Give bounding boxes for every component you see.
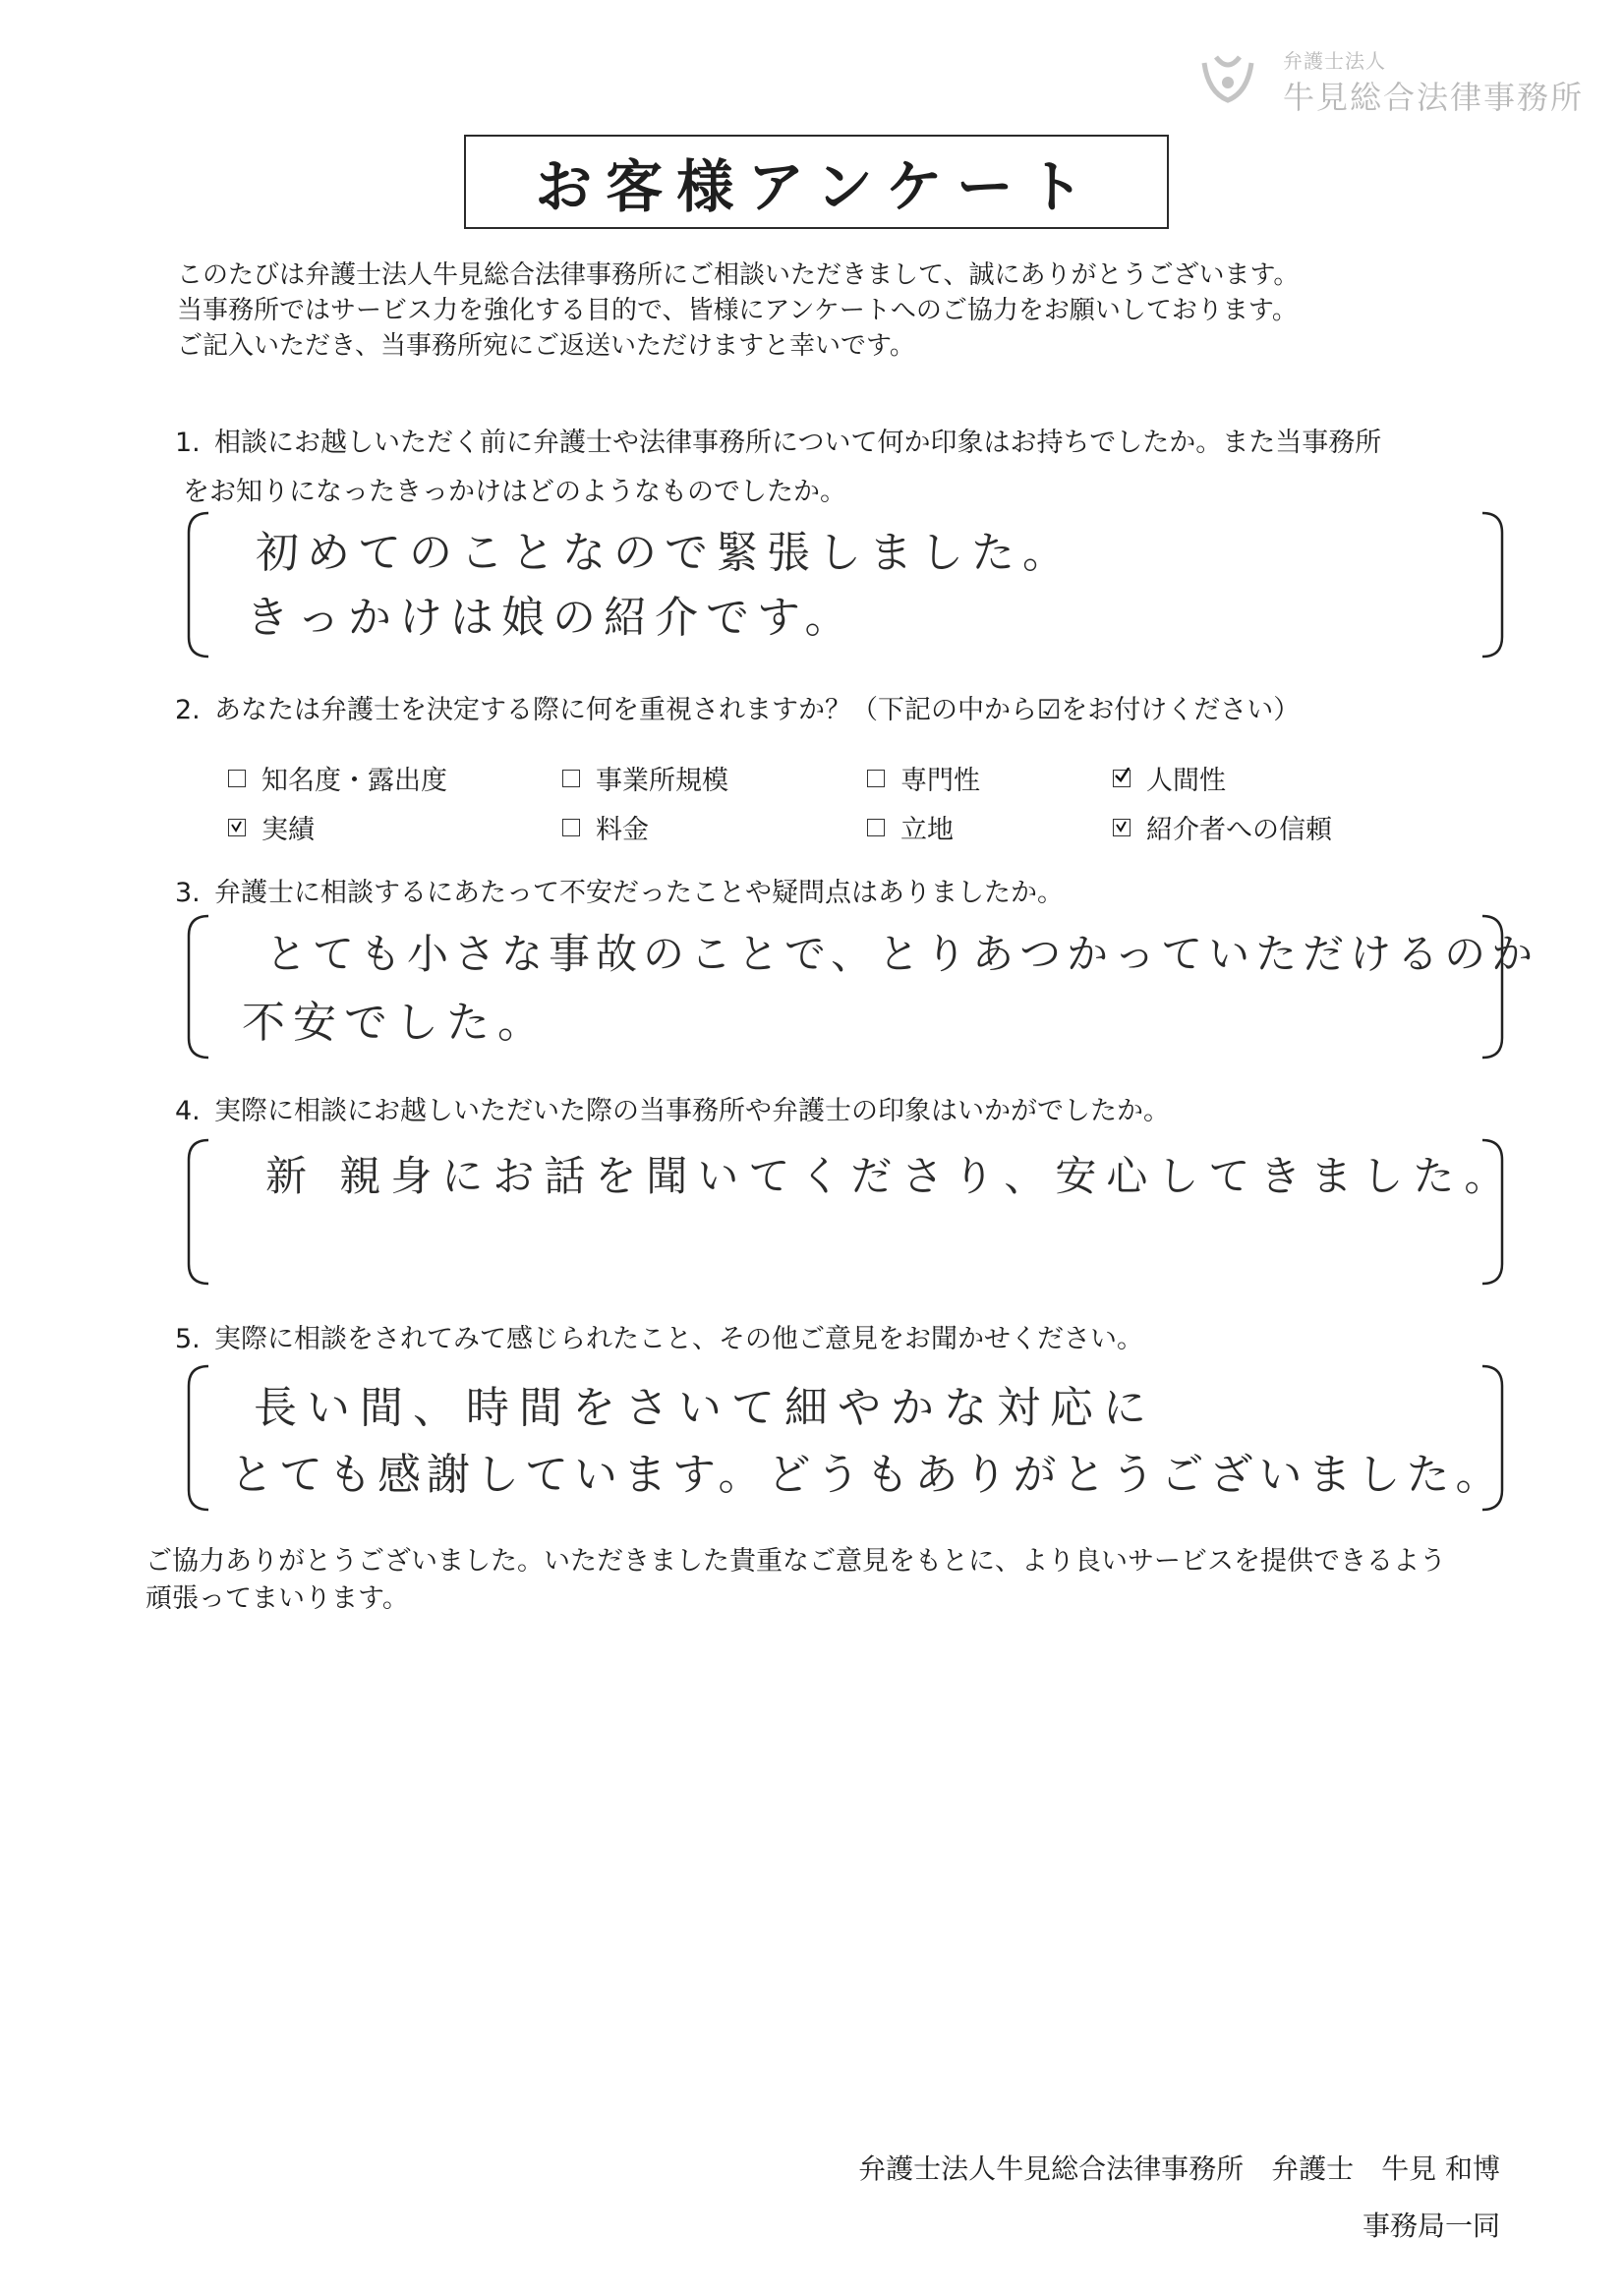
option-track-record[interactable] (228, 808, 315, 846)
question-text: あなたは弁護士を決定する際に何を重視されますか？（下記の中から☑をお付けください） (214, 695, 1301, 725)
question-number: 1. (175, 428, 201, 458)
answer-box-4 (187, 1138, 1516, 1286)
logo-subtitle: 弁護士法人 (1283, 49, 1386, 73)
answer-box-3 (187, 914, 1539, 1060)
handwritten-answer: 新 親身にお話を聞いてくださり、安心してきました。 (265, 1152, 1516, 1200)
option-location[interactable] (867, 808, 954, 846)
option-label: 人間性 (1146, 766, 1226, 796)
option-referrer-trust[interactable] (1113, 808, 1332, 846)
handwritten-answer: とても小さな事故のことで、とりあつかっていただけるのか (265, 930, 1539, 978)
signature-block (858, 2141, 1500, 2255)
answer-box-5 (187, 1364, 1504, 1512)
checkbox-checked[interactable] (228, 819, 246, 836)
question-text: 弁護士に相談するにあたって不安だったことや疑問点はありましたか。 (214, 878, 1064, 908)
firm-logo-icon (1194, 43, 1261, 110)
option-office-size[interactable] (562, 759, 728, 797)
intro-line: 当事務所ではサービス力を強化する目的で、皆様にアンケートへのご協力をお願いしております。 (177, 296, 1298, 325)
question-3 (175, 871, 1064, 909)
question-text: 実際に相談をされてみて感じられたこと、その他ご意見をお聞かせください。 (214, 1324, 1143, 1354)
check-icon (1114, 768, 1130, 783)
page-title: お客様アンケート (464, 135, 1169, 229)
option-expertise[interactable] (867, 759, 980, 797)
checkbox[interactable] (867, 770, 885, 787)
question-2 (175, 688, 1300, 726)
question-4 (175, 1089, 1170, 1127)
option-fee[interactable] (562, 808, 649, 846)
question-1 (175, 419, 1381, 517)
answer-box-1 (187, 511, 1504, 659)
question-number: 4. (175, 1096, 201, 1126)
handwritten-answer: とても感謝しています。どうもありがとうございました。 (230, 1450, 1505, 1500)
option-label: 料金 (596, 815, 649, 845)
option-awareness[interactable] (228, 759, 447, 797)
option-label: 専門性 (900, 766, 980, 796)
question-number: 3. (175, 878, 201, 908)
question-text: 実際に相談にお越しいただいた際の当事務所や弁護士の印象はいかがでしたか。 (214, 1096, 1170, 1126)
intro-line: ご記入いただき、当事務所宛にご返送いただけますと幸いです。 (177, 331, 915, 361)
option-label: 事業所規模 (596, 766, 728, 796)
option-label: 実績 (261, 815, 315, 845)
checkbox[interactable] (562, 819, 580, 836)
question-text: 相談にお越しいただく前に弁護士や法律事務所について何か印象はお持ちでしたか。また当事務所 (214, 428, 1382, 458)
closing-line: ご協力ありがとうございました。いただきました貴重なご意見をもとに、より良いサービスを提供できるよう (145, 1546, 1446, 1577)
checkbox-checked[interactable] (1113, 819, 1131, 836)
firm-logo (1194, 35, 1588, 114)
checkbox[interactable] (562, 770, 580, 787)
check-icon (1114, 819, 1130, 834)
option-personality[interactable] (1113, 759, 1226, 797)
question-number: 5. (175, 1324, 201, 1354)
question-number: 2. (175, 695, 201, 725)
checkbox[interactable] (228, 770, 246, 787)
checkbox[interactable] (867, 819, 885, 836)
options-grid (228, 759, 1408, 867)
option-label: 知名度・露出度 (261, 766, 447, 796)
checkbox-checked[interactable] (1113, 770, 1131, 787)
question-text: をお知りになったきっかけはどのようなものでしたか。 (183, 477, 846, 507)
handwritten-answer: きっかけは娘の紹介です。 (246, 593, 856, 643)
intro-line: このたびは弁護士法人牛見総合法律事務所にご相談いただきまして、誠にありがとうございます。 (177, 260, 1300, 290)
option-label: 紹介者への信頼 (1146, 815, 1332, 845)
option-label: 立地 (900, 815, 954, 845)
signature-firm: 弁護士法人牛見総合法律事務所 弁護士 牛見 和博 (858, 2152, 1500, 2185)
handwritten-answer: 不安でした。 (242, 998, 549, 1048)
handwritten-answer: 長い間、時間をさいて細やかな対応に (254, 1383, 1156, 1433)
handwritten-answer: 初めてのことなので緊張しました。 (256, 528, 1073, 578)
logo-firm-name: 牛見総合法律事務所 (1283, 79, 1585, 116)
closing-message (145, 1543, 1446, 1618)
closing-line: 頑張ってまいります。 (145, 1583, 409, 1614)
check-icon (229, 819, 245, 834)
signature-staff: 事務局一同 (1362, 2210, 1500, 2242)
question-5 (175, 1317, 1143, 1355)
intro-text (177, 258, 1299, 364)
